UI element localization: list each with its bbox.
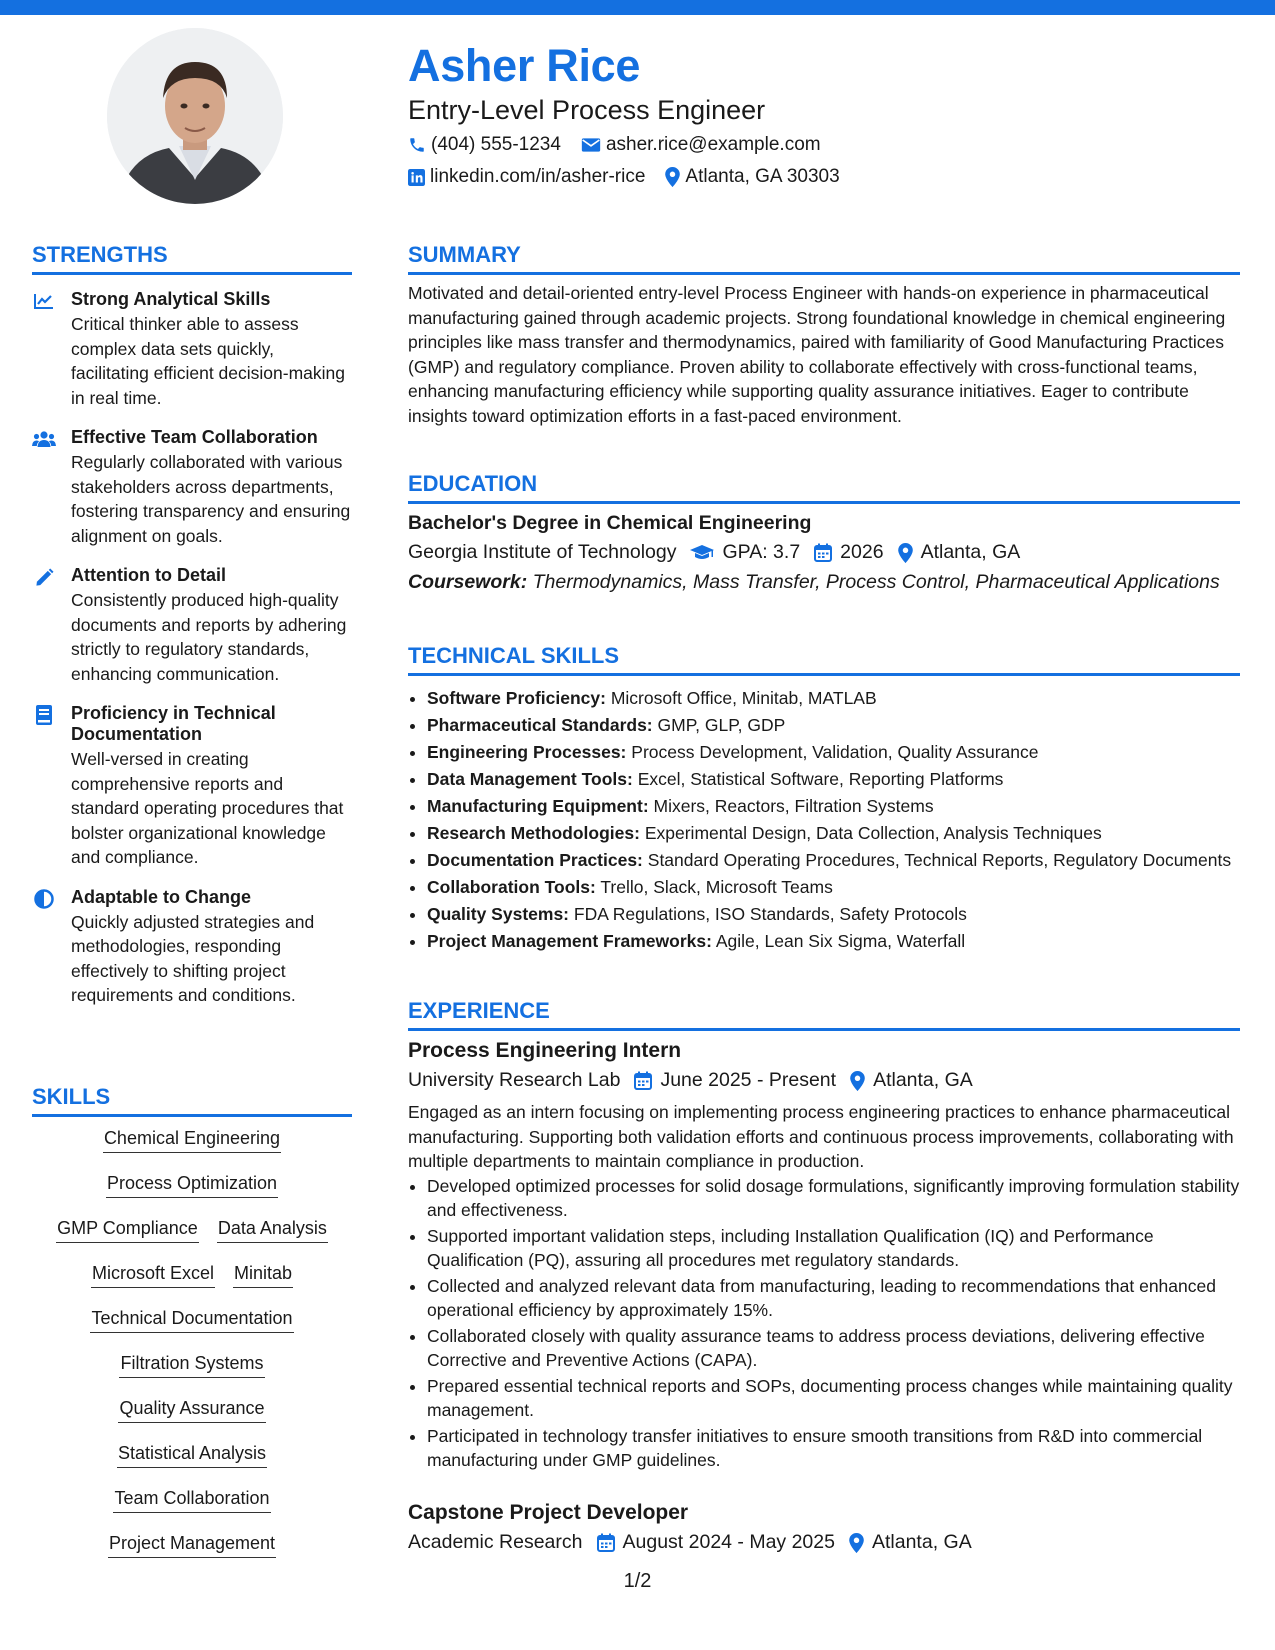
skill-values: Excel, Statistical Software, Reporting Platforms xyxy=(637,769,1004,789)
skill-category: Engineering Processes: xyxy=(427,742,627,762)
strength-item xyxy=(32,565,352,686)
list-item: • Prepared essential technical reports and SOPs, documenting process changes while maintaining quality management. xyxy=(427,1374,1240,1422)
list-item xyxy=(427,929,1240,953)
skill-category: Software Proficiency: xyxy=(427,688,606,708)
strengths-list xyxy=(32,289,352,1025)
skill-category: Data Management Tools: xyxy=(427,769,633,789)
skill-tag: Filtration Systems xyxy=(119,1353,264,1378)
organization xyxy=(408,1531,583,1554)
email-text: asher.rice@example.com xyxy=(605,134,821,155)
strengths-heading: STRENGTHS xyxy=(32,242,352,275)
strength-description: Regularly collaborated with various stakeholders across departments, fostering transparency and ensuring alignment on goals. xyxy=(71,452,351,546)
book-icon xyxy=(32,704,56,726)
education-entry xyxy=(408,512,1240,594)
gpa xyxy=(690,541,800,564)
skill-values: Mixers, Reactors, Filtration Systems xyxy=(653,796,934,816)
list-item xyxy=(427,848,1240,872)
job-title: Capstone Project Developer xyxy=(408,1501,689,1524)
linkedin-icon xyxy=(408,169,425,186)
map-pin-icon xyxy=(849,1533,864,1553)
skill-category: Manufacturing Equipment: xyxy=(427,796,649,816)
calendar-icon xyxy=(597,1533,615,1552)
skill-values: GMP, GLP, GDP xyxy=(657,715,786,735)
job-meta xyxy=(408,1531,1240,1554)
job-dates xyxy=(597,1531,835,1554)
skill-tag: Minitab xyxy=(233,1263,293,1288)
graduation-cap-icon xyxy=(690,544,714,562)
candidate-name: Asher Rice xyxy=(408,40,641,91)
linkedin-text: linkedin.com/in/asher-rice xyxy=(430,166,646,187)
graduation-year xyxy=(814,541,883,564)
strength-item xyxy=(32,703,352,870)
list-item xyxy=(427,794,1240,818)
dates-text: June 2025 - Present xyxy=(660,1069,837,1091)
strength-title: Strong Analytical Skills xyxy=(71,289,271,309)
strength-title: Adaptable to Change xyxy=(71,886,252,907)
skill-values: Trello, Slack, Microsoft Teams xyxy=(600,877,833,897)
list-item: • Participated in technology transfer initiatives to ensure smooth transitions from R&D into commercial manufacturing under GMP guidelines. xyxy=(427,1424,1240,1472)
school-name: Georgia Institute of Technology xyxy=(408,541,677,563)
skill-values: FDA Regulations, ISO Standards, Safety Protocols xyxy=(573,904,967,924)
map-pin-icon xyxy=(898,543,913,563)
dates-text: August 2024 - May 2025 xyxy=(622,1531,835,1553)
skill-values: Process Development, Validation, Quality Assurance xyxy=(631,742,1039,762)
strength-item xyxy=(32,427,352,548)
skill-tag: Team Collaboration xyxy=(113,1488,270,1513)
list-item xyxy=(427,740,1240,764)
strength-description: Consistently produced high-quality documents and reports by adhering strictly to regulatory standards, enhancing communication. xyxy=(71,590,347,684)
education-heading: EDUCATION xyxy=(408,471,1240,504)
users-icon xyxy=(32,428,56,450)
map-pin-icon xyxy=(850,1071,865,1091)
location-text: Atlanta, GA xyxy=(873,1069,973,1091)
skill-category: Pharmaceutical Standards: xyxy=(427,715,653,735)
skill-values: Agile, Lean Six Sigma, Waterfall xyxy=(715,931,966,951)
location-text: Atlanta, GA 30303 xyxy=(685,166,840,187)
org-name: University Research Lab xyxy=(408,1069,621,1091)
skill-category: Documentation Practices: xyxy=(427,850,643,870)
coursework-label: Coursework: xyxy=(408,571,528,593)
experience-entry xyxy=(408,1501,1240,1554)
skill-tag: Quality Assurance xyxy=(118,1398,265,1423)
gpa-text: GPA: 3.7 xyxy=(722,541,801,563)
phone-text: (404) 555-1234 xyxy=(431,134,561,155)
list-item xyxy=(427,875,1240,899)
list-item: • Developed optimized processes for solid dosage formulations, significantly improving formulation stability and effectiveness. xyxy=(427,1174,1240,1222)
job-location xyxy=(850,1069,973,1092)
summary-text: Motivated and detail-oriented entry-level Process Engineer with hands-on experience in pharmaceutical manufacturing gained through academic projects. Strong foundational knowledge in chemical engineering principles like mass transfer and thermodynamics, paired with familiarity of Good Manufacturing Practices (GMP) and regulatory compliance. Proven ability to collaborate effectively with cross-functional teams, enhancing manufacturing efficiency while supporting quality assurance initiatives. Eager to contribute insights toward optimization efforts in a fast-paced environment. xyxy=(408,283,1226,426)
coursework xyxy=(408,570,1240,594)
skill-tag: Process Optimization xyxy=(106,1173,278,1198)
education-meta xyxy=(408,541,1240,564)
education-location xyxy=(898,541,1021,564)
profile-photo xyxy=(107,28,283,204)
phone-contact[interactable] xyxy=(408,134,561,156)
job-bullets xyxy=(408,1174,1240,1472)
school xyxy=(408,541,676,564)
year-text: 2026 xyxy=(840,541,884,563)
contact-row-secondary xyxy=(408,166,860,188)
job-summary: Engaged as an intern focusing on implementing process engineering practices to enhance pharmaceutical manufacturing. Supporting both validation efforts and continuous process improvements, collaborating with multiple departments to maintain compliance in production. xyxy=(408,1102,1234,1171)
job-title: Process Engineering Intern xyxy=(408,1039,682,1062)
pencil-icon xyxy=(32,566,56,588)
email-contact[interactable] xyxy=(581,134,821,156)
degree-title: Bachelor's Degree in Chemical Engineering xyxy=(408,512,812,534)
strength-title: Proficiency in Technical Documentation xyxy=(71,703,276,744)
organization xyxy=(408,1069,620,1092)
job-dates xyxy=(634,1069,836,1092)
skill-values: Microsoft Office, Minitab, MATLAB xyxy=(610,688,877,708)
skill-tag: Statistical Analysis xyxy=(117,1443,267,1468)
list-item xyxy=(427,821,1240,845)
location-contact xyxy=(665,166,839,188)
org-name: Academic Research xyxy=(408,1531,583,1553)
skills-heading: SKILLS xyxy=(32,1084,352,1117)
candidate-title: Entry-Level Process Engineer xyxy=(408,95,766,125)
envelope-icon xyxy=(581,136,601,154)
technical-skills-heading: TECHNICAL SKILLS xyxy=(408,643,1240,676)
skills-list xyxy=(32,1128,352,1578)
strength-title: Effective Team Collaboration xyxy=(71,427,318,447)
skill-category: Collaboration Tools: xyxy=(427,877,596,897)
strength-description: Critical thinker able to assess complex data sets quickly, facilitating efficient decision-making in real time. xyxy=(71,314,345,408)
technical-skills-list xyxy=(408,686,1240,956)
map-pin-icon xyxy=(665,167,680,187)
experience-entry xyxy=(408,1039,1240,1474)
location-text: Atlanta, GA xyxy=(920,541,1021,563)
half-circle-icon xyxy=(32,888,56,910)
linkedin-contact[interactable] xyxy=(408,166,645,188)
skill-tag: Microsoft Excel xyxy=(91,1263,215,1288)
page-number: 1/2 xyxy=(623,1570,652,1592)
skill-tag: Project Management xyxy=(108,1533,276,1558)
skill-tag: Data Analysis xyxy=(217,1218,328,1243)
strength-description: Quickly adjusted strategies and methodologies, responding effectively to shifting project requirements and conditions. xyxy=(71,911,315,1005)
calendar-icon xyxy=(814,543,832,562)
skill-values: Experimental Design, Data Collection, Analysis Techniques xyxy=(644,823,1102,843)
strength-item xyxy=(32,289,352,410)
skill-tag: Chemical Engineering xyxy=(103,1128,281,1153)
strength-title: Attention to Detail xyxy=(71,565,226,585)
skill-tag: Technical Documentation xyxy=(90,1308,293,1333)
job-location xyxy=(849,1531,972,1554)
list-item: • Supported important validation steps, including Installation Qualification (IQ) and Performance Qualification (PQ), assuring all procedures met regulatory standards. xyxy=(427,1224,1240,1272)
strength-item xyxy=(32,887,352,1008)
top-accent-bar xyxy=(0,0,1275,15)
list-item xyxy=(427,686,1240,710)
chart-line-icon xyxy=(32,290,56,312)
skill-values: Standard Operating Procedures, Technical Reports, Regulatory Documents xyxy=(647,850,1232,870)
coursework-text: Thermodynamics, Mass Transfer, Process Control, Pharmaceutical Applications xyxy=(532,571,1220,593)
skill-category: Quality Systems: xyxy=(427,904,569,924)
list-item xyxy=(427,767,1240,791)
location-text: Atlanta, GA xyxy=(871,1531,972,1553)
list-item: • Collected and analyzed relevant data from manufacturing, leading to recommendations that enhanced operational efficiency by approximately 15%. xyxy=(427,1274,1240,1322)
phone-icon xyxy=(408,136,426,154)
list-item xyxy=(427,902,1240,926)
calendar-icon xyxy=(634,1071,652,1090)
skill-category: Research Methodologies: xyxy=(427,823,640,843)
skill-tag: GMP Compliance xyxy=(56,1218,199,1243)
list-item xyxy=(427,713,1240,737)
list-item: • Collaborated closely with quality assurance teams to address process deviations, delivering effective Corrective and Preventive Actions (CAPA). xyxy=(427,1324,1240,1372)
summary-heading: SUMMARY xyxy=(408,242,1240,275)
strength-description: Well-versed in creating comprehensive reports and standard operating procedures that bolster organizational knowledge and compliance. xyxy=(71,749,344,867)
skill-category: Project Management Frameworks: xyxy=(427,931,712,951)
contact-row-primary xyxy=(408,134,841,156)
job-meta xyxy=(408,1069,1240,1092)
experience-heading: EXPERIENCE xyxy=(408,998,1240,1031)
